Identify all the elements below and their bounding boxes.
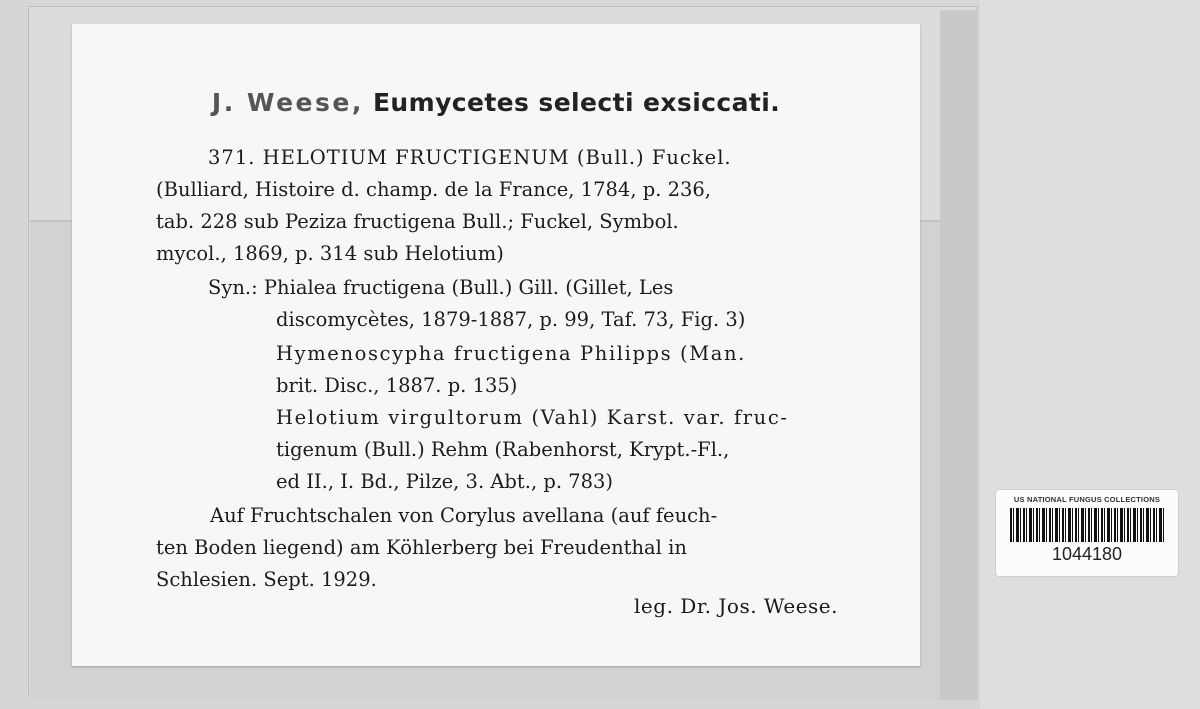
barcode-number: 1044180 xyxy=(1051,544,1123,564)
label-line: Schlesien. Sept. 1929. xyxy=(156,568,377,591)
specimen-label xyxy=(72,24,920,666)
label-line: Auf Fruchtschalen von Corylus avellana (auf feuch- xyxy=(210,504,718,527)
label-line: Syn.: Phialea fructigena (Bull.) Gill. (Gillet, Les xyxy=(208,276,674,299)
label-line: Hymenoscypha fructigena Philipps (Man. xyxy=(276,342,746,365)
sticker-institution: US NATIONAL FUNGUS COLLECTIONS xyxy=(1013,495,1161,504)
folder-edge xyxy=(940,10,978,700)
background-paper xyxy=(980,0,1200,709)
label-line: brit. Disc., 1887. p. 135) xyxy=(276,374,518,397)
title-series: Eumycetes selecti exsiccati. xyxy=(372,88,781,117)
label-line: tigenum (Bull.) Rehm (Rabenhorst, Krypt.-Fl., xyxy=(276,438,730,461)
label-line: ed II., I. Bd., Pilze, 3. Abt., p. 783) xyxy=(276,470,614,493)
title-author: J. Weese, xyxy=(211,88,364,117)
label-title xyxy=(72,88,920,117)
label-line: (Bulliard, Histoire d. champ. de la France, 1784, p. 236, xyxy=(156,178,712,201)
barcode-sticker xyxy=(996,490,1178,576)
collector-line: leg. Dr. Jos. Weese. xyxy=(634,594,838,618)
label-line: Helotium virgultorum (Vahl) Karst. var. fruc- xyxy=(276,406,789,429)
label-line: tab. 228 sub Peziza fructigena Bull.; Fuckel, Symbol. xyxy=(156,210,679,233)
barcode-icon xyxy=(1010,508,1166,542)
label-line: discomycètes, 1879-1887, p. 99, Taf. 73, Fig. 3) xyxy=(276,308,746,331)
label-line: 371. HELOTIUM FRUCTIGENUM (Bull.) Fuckel. xyxy=(208,146,732,169)
label-line: mycol., 1869, p. 314 sub Helotium) xyxy=(156,242,504,265)
label-line: ten Boden liegend) am Köhlerberg bei Freudenthal in xyxy=(156,536,687,559)
